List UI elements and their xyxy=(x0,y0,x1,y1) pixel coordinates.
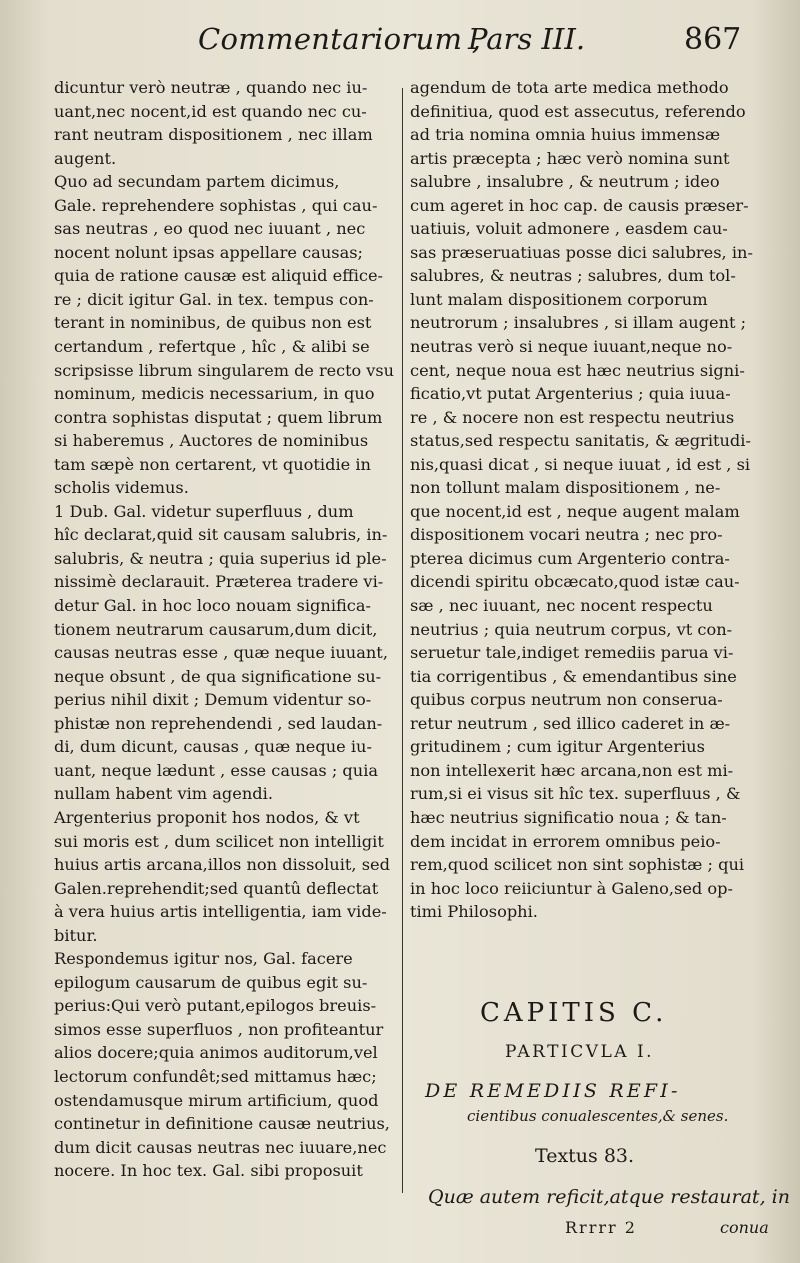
text-line: epilogum causarum de quibus egit su- xyxy=(54,972,368,992)
text-line: dispositionem vocari neutra ; nec pro- xyxy=(410,525,723,545)
text-line: di, dum dicunt, causas , quæ neque iu- xyxy=(54,737,372,757)
text-line: uant, neque lædunt , esse causas ; quia xyxy=(54,760,379,780)
text-line: alios docere;quia animos auditorum,vel xyxy=(54,1043,378,1063)
text-line: scholis videmus. xyxy=(54,478,189,498)
text-line: dum dicit causas neutras nec iuuare,nec xyxy=(54,1137,387,1157)
running-title: Commentariorum , xyxy=(198,22,482,56)
section-subtitle: cientibus conualescentes,& senes. xyxy=(467,1107,729,1125)
text-line: continetur in definitione causæ neutrius, xyxy=(54,1114,390,1134)
text-line: Galen.reprehendit;sed quantû deflectat xyxy=(54,878,379,898)
text-line: cent, neque noua est hæc neutrius signi- xyxy=(410,360,745,380)
text-line: re , & nocere non est respectu neutrius xyxy=(410,407,735,427)
chapter-title: CAPITIS C. xyxy=(480,998,668,1028)
text-line: timi Philosophi. xyxy=(410,902,538,922)
text-line: rant neutram dispositionem , nec illam xyxy=(54,125,373,145)
text-line: sæ , nec iuuant, nec nocent respectu xyxy=(410,596,713,616)
text-line: dicendi spiritu obcæcato,quod istæ cau- xyxy=(410,572,740,592)
text-line: ad tria nomina omnia huius immensæ xyxy=(410,125,721,145)
text-line: pterea dicimus cum Argenterio contra- xyxy=(410,548,730,568)
text-line: Gale. reprehendere sophistas , qui cau- xyxy=(54,195,378,215)
right-column xyxy=(410,76,762,924)
text-line: simos esse superfluos , non profiteantur xyxy=(54,1019,384,1039)
text-line: tia corrigentibus , & emendantibus sine xyxy=(410,666,737,686)
text-line: sas neutras , eo quod nec iuuant , nec xyxy=(54,219,366,239)
text-line: scripsisse librum singularem de recto vsu xyxy=(54,360,394,380)
section-heading: DE REMEDIIS REFI- xyxy=(425,1080,681,1102)
text-line: uant,nec nocent,id est quando nec cu- xyxy=(54,101,367,121)
text-line: retur neutrum , sed illico caderet in æ- xyxy=(410,713,731,733)
text-line: non intellexerit hæc arcana,non est mi- xyxy=(410,760,734,780)
textus-label: Textus 83. xyxy=(535,1145,635,1167)
text-line: phistæ non reprehendendi , sed laudan- xyxy=(54,713,383,733)
text-line: sas præseruatiuas posse dici salubres, in- xyxy=(410,242,753,262)
text-line: terant in nominibus, de quibus non est xyxy=(54,313,372,333)
text-line: artis præcepta ; hæc verò nomina sunt xyxy=(410,148,730,168)
text-line: in hoc loco reiiciuntur à Galeno,sed op- xyxy=(410,878,734,898)
page-number: 867 xyxy=(684,22,742,57)
text-line: causas neutras esse , quæ neque iuuant, xyxy=(54,643,388,663)
text-line: neutras verò si neque iuuant,neque no- xyxy=(410,337,733,357)
text-line: neque obsunt , de qua significatione su- xyxy=(54,666,382,686)
text-line: agendum de tota arte medica methodo xyxy=(410,78,729,97)
text-line: Quo ad secundam partem dicimus, xyxy=(54,172,340,192)
text-line: contra sophistas disputat ; quem librum xyxy=(54,407,383,427)
text-line: dem incidat in errorem omnibus peio- xyxy=(410,831,721,851)
text-line: non tollunt malam dispositionem , ne- xyxy=(410,478,721,498)
text-line: Argenterius proponit hos nodos, & vt xyxy=(54,807,360,827)
text-line: neutrorum ; insalubres , si illam augent ; xyxy=(410,313,747,333)
text-line: gritudinem ; cum igitur Argenterius xyxy=(410,737,705,757)
text-line: nominum, medicis necessarium, in quo xyxy=(54,384,375,404)
text-line: rem,quod scilicet non sint sophistæ ; qui xyxy=(410,855,745,875)
text-line: quibus corpus neutrum non conserua- xyxy=(410,690,723,710)
text-line: hîc declarat,quid sit causam salubris, in- xyxy=(54,525,388,545)
column-divider xyxy=(402,88,403,1193)
text-line: definitiua, quod est assecutus, referendo xyxy=(410,101,746,121)
text-line: cum ageret in hoc cap. de causis præser- xyxy=(410,195,749,215)
left-column xyxy=(54,76,394,1183)
text-line: sui moris est , dum scilicet non intelligit xyxy=(54,831,384,851)
text-line: perius:Qui verò putant,epilogos breuis- xyxy=(54,996,377,1016)
text-line: lectorum confundêt;sed mittamus hæc; xyxy=(54,1066,377,1086)
text-line: certandum , refertque , hîc , & alibi se xyxy=(54,337,370,357)
text-line: bitur. xyxy=(54,925,98,945)
text-line: status,sed respectu sanitatis, & ægritudi- xyxy=(410,431,751,451)
textus-quote: Quæ autem reficit,atque restaurat, in xyxy=(428,1186,790,1208)
text-line: tionem neutrarum causarum,dum dicit, xyxy=(54,619,378,639)
text-line: nis,quasi dicat , si neque iuuat , id est , si xyxy=(410,454,751,474)
text-line: perius nihil dixit ; Demum videntur so- xyxy=(54,690,372,710)
text-line: neutrius ; quia neutrum corpus, vt con- xyxy=(410,619,733,639)
signature-mark: Rrrrr 2 xyxy=(565,1218,637,1237)
text-line: Respondemus igitur nos, Gal. facere xyxy=(54,949,353,969)
catchword: conua xyxy=(720,1218,769,1237)
text-line: dicuntur verò neutræ , quando nec iu- xyxy=(54,78,368,97)
text-line: ostendamusque mirum artificium, quod xyxy=(54,1090,379,1110)
text-line: tam sæpè non certarent, vt quotidie in xyxy=(54,454,371,474)
text-line: huius artis arcana,illos non dissoluit, sed xyxy=(54,855,390,875)
text-line: lunt malam dispositionem corporum xyxy=(410,289,708,309)
text-line: ficatio,vt putat Argenterius ; quia iuua- xyxy=(410,384,731,404)
text-line: si haberemus , Auctores de nominibus xyxy=(54,431,369,451)
text-line: salubre , insalubre , & neutrum ; ideo xyxy=(410,172,720,192)
text-line: nissimè declarauit. Præterea tradere vi- xyxy=(54,572,384,592)
particula-heading: PARTICVLA I. xyxy=(505,1042,655,1062)
text-line: augent. xyxy=(54,148,117,168)
text-line: quia de ratione causæ est aliquid effice- xyxy=(54,266,384,286)
text-line: salubris, & neutra ; quia superius id ple- xyxy=(54,548,387,568)
text-line: detur Gal. in hoc loco nouam significa- xyxy=(54,596,371,616)
text-line: salubres, & neutras ; salubres, dum tol- xyxy=(410,266,736,286)
text-line: rum,si ei visus sit hîc tex. superfluus , & xyxy=(410,784,741,804)
part-label: Pars III. xyxy=(468,22,586,56)
text-line: nullam habent vim agendi. xyxy=(54,784,273,804)
text-line: seruetur tale,indiget remediis parua vi- xyxy=(410,643,734,663)
text-line: que nocent,id est , neque augent malam xyxy=(410,501,740,521)
text-line: à vera huius artis intelligentia, iam vide- xyxy=(54,902,387,922)
text-line: 1 Dub. Gal. videtur superfluus , dum xyxy=(54,501,354,521)
text-line: uatiuis, voluit admonere , easdem cau- xyxy=(410,219,728,239)
text-line: nocent nolunt ipsas appellare causas; xyxy=(54,242,363,262)
text-line: re ; dicit igitur Gal. in tex. tempus con- xyxy=(54,289,374,309)
text-line: nocere. In hoc tex. Gal. sibi proposuit xyxy=(54,1161,363,1181)
text-line: hæc neutrius significatio noua ; & tan- xyxy=(410,807,727,827)
